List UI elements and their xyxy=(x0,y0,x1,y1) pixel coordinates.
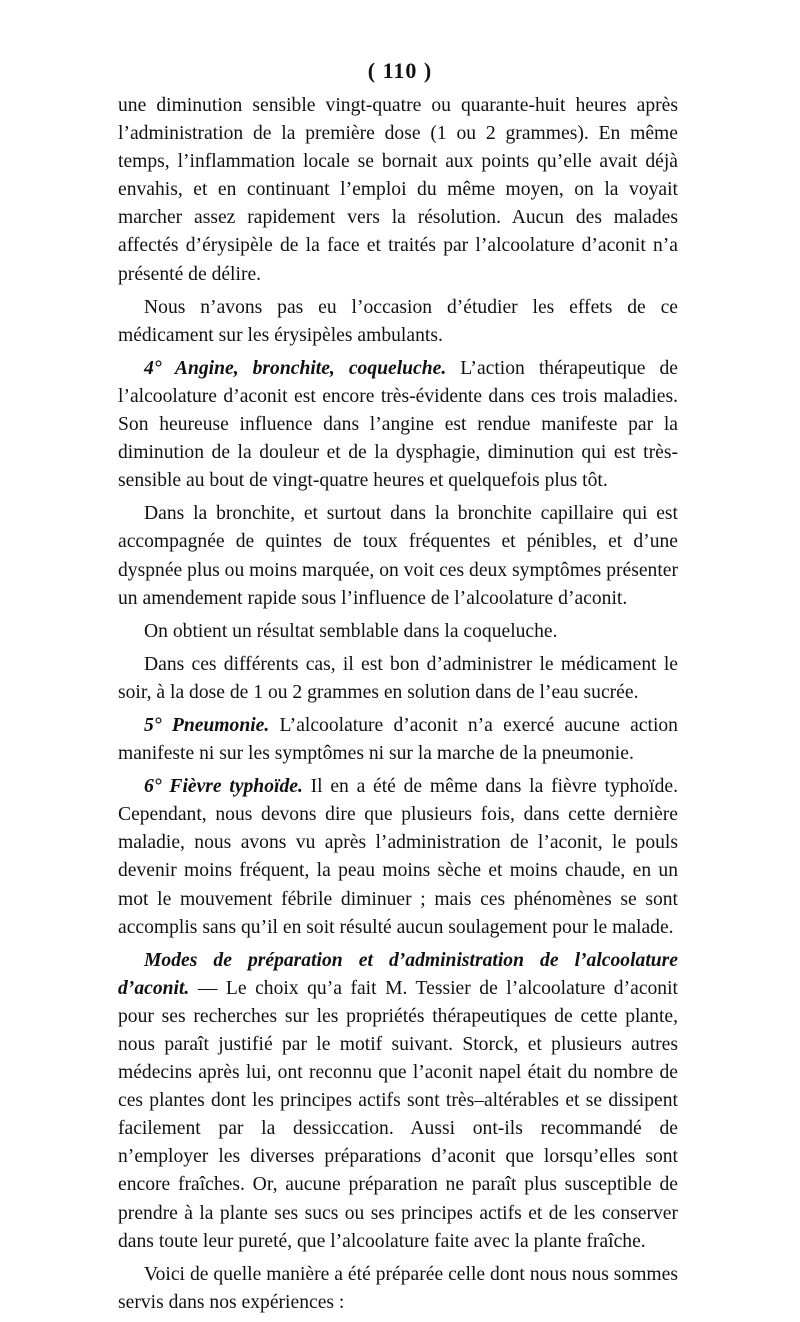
paragraph-text: — Le choix qu’a fait M. Tessier de l’alcoolature d’aconit pour ses recherches sur les propriétés thérapeutiques de cette plante, nous paraît justifié par le motif suivant. Storck, et plusieurs autres médecins après lui, ont reconnu que l’aconit napel était du nombre de ces plantes dont les principes actifs sont très–altérables et se dissipent facilement par la dessiccation. Aussi ont-ils recommandé de n’employer les diverses préparations d’aconit que lorsqu’elles sont encore fraîches. Or, aucune préparation ne paraît plus susceptible de prendre à la plante ses sucs ou ses principes actifs et de les conserver dans toute leur pureté, que l’alcoolature faite avec la plante fraîche. xyxy=(118,977,678,1252)
paragraph xyxy=(118,294,678,350)
paragraph xyxy=(118,92,678,289)
paragraph xyxy=(118,773,678,942)
section-heading-angine: 4° Angine, bronchite, coqueluche. xyxy=(144,357,447,379)
paragraph xyxy=(118,1261,678,1317)
paragraph xyxy=(118,651,678,707)
paragraph xyxy=(118,712,678,768)
paragraph-text: On obtient un résultat semblable dans la coqueluche. xyxy=(144,620,558,642)
page-number: ( 110 ) xyxy=(367,58,433,83)
section-heading-fievre-typhoide: 6° Fièvre typhoïde. xyxy=(144,776,303,798)
paragraph xyxy=(118,355,678,495)
paragraph xyxy=(118,618,678,646)
paragraph-text: Dans la bronchite, et surtout dans la bronchite capillaire qui est accompagnée de quintes de toux fréquentes et pénibles, et d’une dyspnée plus ou moins marquée, on voit ces deux symptômes présenter un amendement rapide sous l’influence de l’alcoolature d’aconit. xyxy=(118,503,678,609)
body-text xyxy=(118,92,678,1322)
paragraph-text: Dans ces différents cas, il est bon d’administrer le médicament le soir, à la dose de 1 ou 2 grammes en solution dans de l’eau sucrée. xyxy=(118,653,678,703)
paragraph-text: Il en a été de même dans la fièvre typhoïde. Cependant, nous devons dire que plusieurs fois, dans cette dernière maladie, nous avons vu après l’administration de l’aconit, le pouls devenir moins fréquent, la peau moins sèche et moins chaude, en un mot le mouvement fébrile diminuer ; mais ces phénomènes se sont accomplis sans qu’il en soit résulté aucun soulagement pour le malade. xyxy=(118,776,678,938)
paragraph xyxy=(118,500,678,612)
paragraph-text: L’action thérapeutique de l’alcoolature d’aconit est encore très-évidente dans ces trois maladies. Son heureuse influence dans l’angine est rendue manifeste par la diminution de la douleur et de la dysphagie, diminution qui est très-sensible au bout de vingt-quatre heures et quelquefois plus tôt. xyxy=(118,357,678,492)
section-heading-pneumonie: 5° Pneumonie. xyxy=(144,714,270,736)
paragraph-text: Voici de quelle manière a été préparée celle dont nous nous sommes servis dans nos expériences : xyxy=(118,1263,678,1313)
paragraph-text: L’alcoolature d’aconit n’a exercé aucune action manifeste ni sur les symptômes ni sur la marche de la pneumonie. xyxy=(118,714,678,765)
section-heading-modes-de-preparation: Modes de préparation et d’administration de l’alcoolature d’aconit. xyxy=(118,949,678,999)
paragraph-text: Nous n’avons pas eu l’occasion d’étudier les effets de ce médicament sur les érysipèles ambulants. xyxy=(118,296,678,346)
paragraph xyxy=(118,947,678,1256)
paragraph-text: une diminution sensible vingt-quatre ou quarante-huit heures après l’administration de la première dose (1 ou 2 grammes). En même temps, l’inflammation locale se bornait aux points qu’elle avait déjà envahis, et en continuant l’emploi du même moyen, on la voyait marcher assez rapidement vers la résolution. Aucun des malades affectés d’érysipèle de la face et traités par l’alcoolature d’aconit n’a présenté de délire. xyxy=(118,95,678,285)
